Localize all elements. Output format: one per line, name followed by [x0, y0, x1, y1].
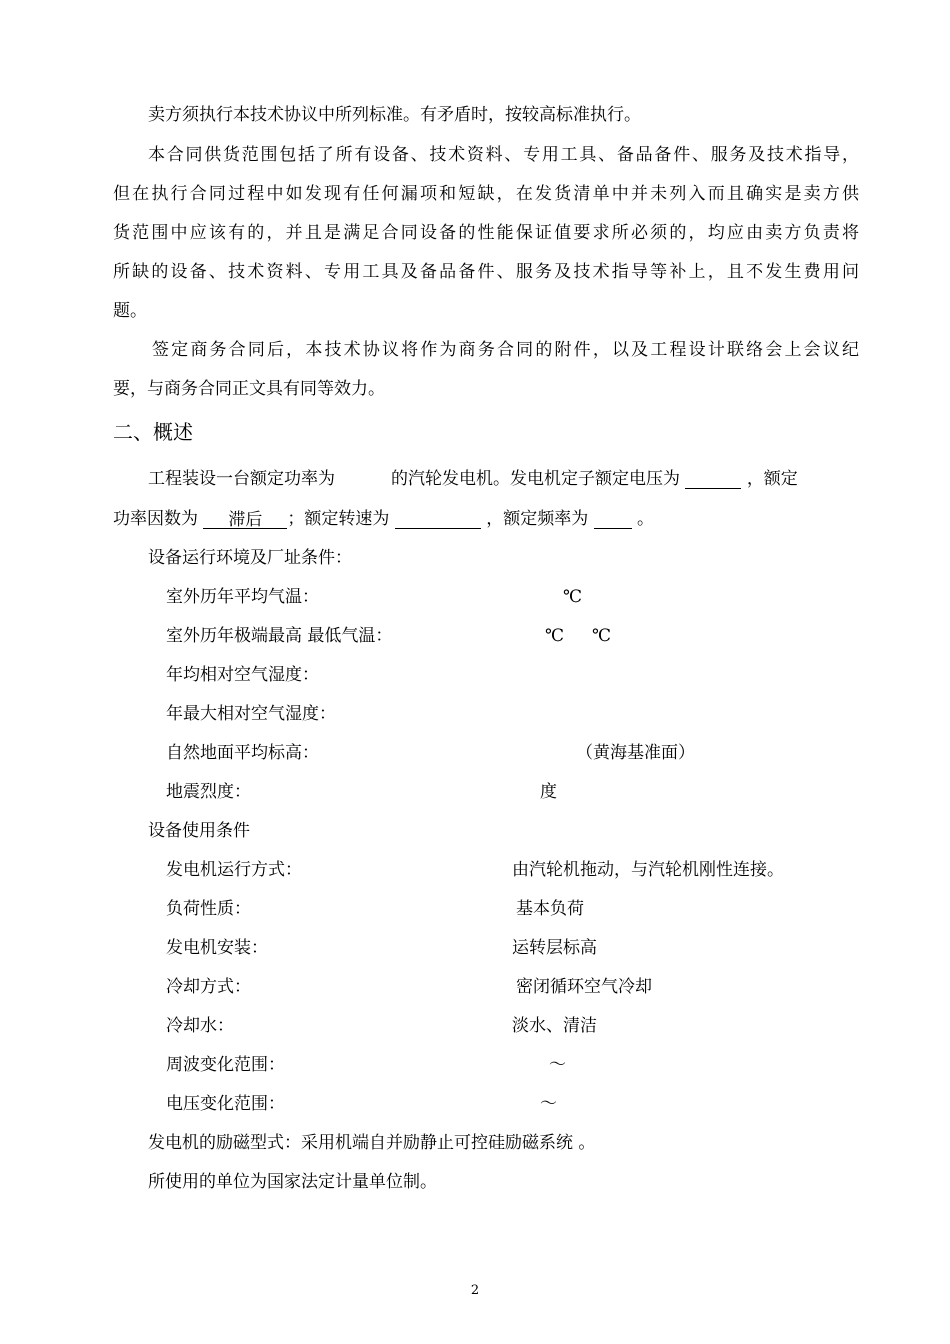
intro-paragraph-2-line-2: 但在执行合同过程中如发现有任何漏项和短缺，在发货清单中并未列入而且确实是卖方供	[113, 184, 859, 204]
temp-extreme-max-unit: ℃	[545, 626, 565, 646]
freq-range-label: 周波变化范围：	[166, 1055, 285, 1075]
humidity-max-label: 年最大相对空气湿度：	[166, 704, 336, 724]
temp-extreme-label: 室外历年极端最高 最低气温：	[166, 626, 393, 646]
rating-line-1	[148, 469, 798, 489]
seismic-unit: 度	[540, 782, 557, 802]
install-value: 运转层标高	[512, 938, 597, 958]
excitation-text: 发电机的励磁型式：采用机端自并励静止可控硅励磁系统 。	[148, 1133, 596, 1153]
freq-range-value: ～	[549, 1055, 566, 1075]
intro-paragraph-2-line-4: 所缺的设备、技术资料、专用工具及备品备件、服务及技术指导等补上，且不发生费用问	[113, 262, 859, 282]
humidity-avg-label: 年均相对空气湿度：	[166, 665, 319, 685]
section-heading: 二、概述	[113, 420, 193, 444]
temp-avg-label: 室外历年平均气温：	[166, 587, 319, 607]
cooling-label: 冷却方式：	[166, 977, 251, 997]
seismic-label: 地震烈度：	[166, 782, 251, 802]
intro-paragraph-1: 卖方须执行本技术协议中所列标准。有矛盾时，按较高标准执行。	[148, 105, 641, 125]
rating-line-2-end: 。	[637, 509, 655, 529]
rating-power-text: 工程装设一台额定功率为	[148, 469, 335, 489]
volt-range-label: 电压变化范围：	[166, 1094, 285, 1114]
intro-paragraph-3-line-1: 签定商务合同后，本技术协议将作为商务合同的附件，以及工程设计联络会上会议纪	[152, 340, 859, 360]
rating-voltage-text: 的汽轮发电机。发电机定子额定电压为	[391, 469, 680, 489]
elevation-label: 自然地面平均标高：	[166, 743, 319, 763]
usage-title: 设备使用条件	[148, 821, 250, 841]
install-label: 发电机安装：	[166, 938, 268, 958]
load-label: 负荷性质：	[166, 899, 251, 919]
intro-paragraph-2-line-3: 货范围中应该有的，并且是满足合同设备的性能保证值要求所必须的，均应由卖方负责将	[113, 223, 859, 243]
power-factor-text: 功率因数为	[113, 509, 198, 529]
rating-line-1-tail: ，额定	[746, 469, 798, 489]
temp-avg-unit: ℃	[563, 587, 583, 607]
water-label: 冷却水：	[166, 1016, 234, 1036]
rated-frequency-text: ，额定频率为	[486, 509, 589, 529]
intro-paragraph-2-line-1: 本合同供货范围包括了所有设备、技术资料、专用工具、备品备件、服务及技术指导，	[148, 145, 859, 165]
operation-label: 发电机运行方式：	[166, 860, 302, 880]
rated-voltage-blank	[685, 470, 741, 489]
page-number: 2	[470, 1283, 480, 1298]
intro-paragraph-2-line-5: 题。	[113, 301, 147, 321]
rated-frequency-blank	[594, 510, 632, 529]
water-value: 淡水、清洁	[512, 1016, 597, 1036]
intro-paragraph-3-line-2: 要，与商务合同正文具有同等效力。	[113, 379, 385, 399]
operation-value: 由汽轮机拖动，与汽轮机刚性连接。	[512, 860, 784, 880]
load-value: 基本负荷	[516, 899, 584, 919]
rated-speed-blank	[395, 510, 481, 529]
units-text: 所使用的单位为国家法定计量单位制。	[148, 1172, 437, 1192]
temp-extreme-min-unit: ℃	[592, 626, 612, 646]
volt-range-value: ～	[540, 1094, 557, 1114]
rating-line-2	[113, 509, 654, 529]
env-title: 设备运行环境及厂址条件：	[148, 548, 352, 568]
power-factor-value: 滞后	[203, 510, 287, 529]
elevation-value: （黄海基准面）	[576, 743, 695, 763]
rated-speed-text: ；额定转速为	[287, 509, 390, 529]
cooling-value: 密闭循环空气冷却	[516, 977, 652, 997]
